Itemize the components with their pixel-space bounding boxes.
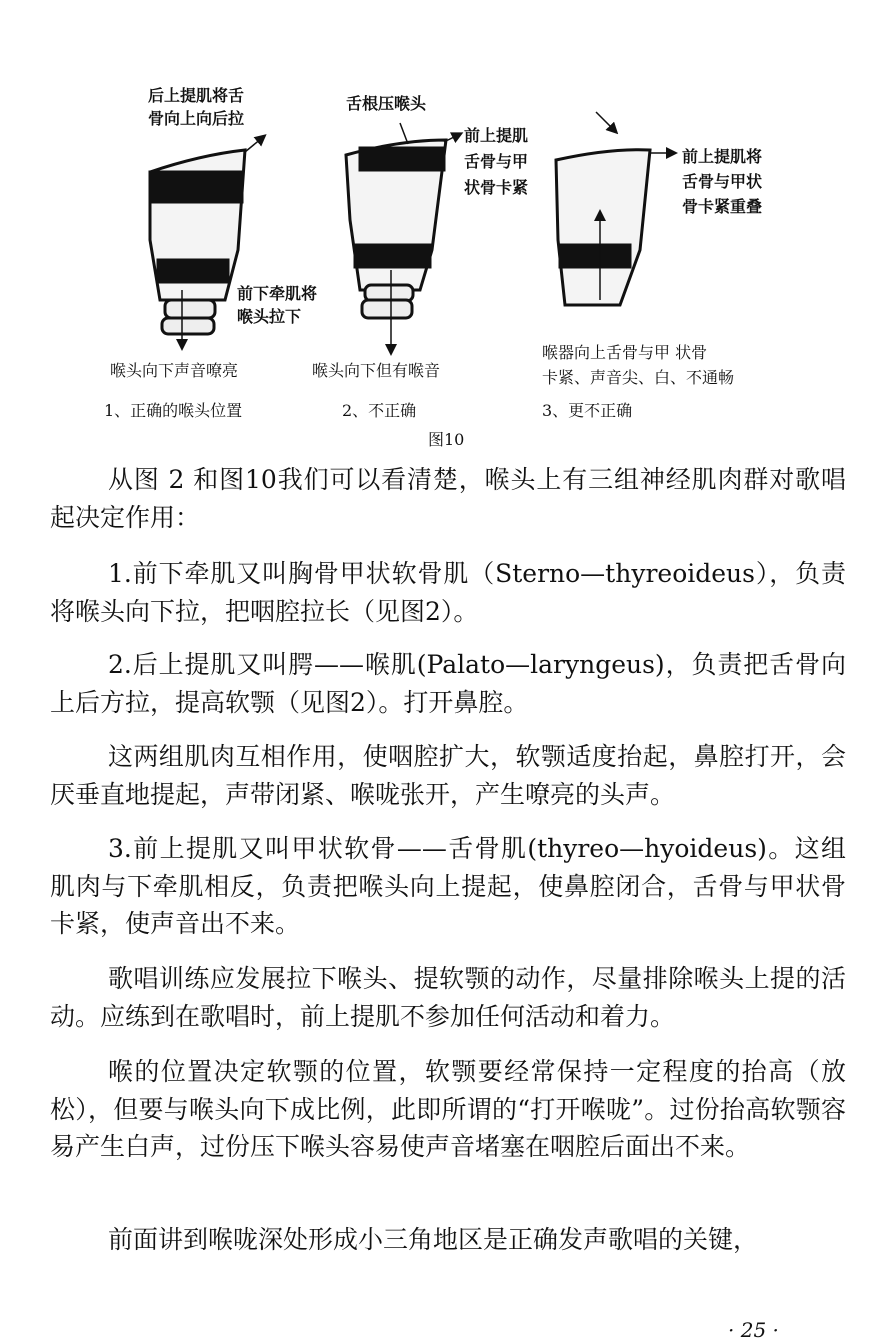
- label-rear-upper-lift-2: 骨向上向后拉: [148, 109, 245, 128]
- paragraph-3: 2.后上提肌又叫腭——喉肌(Palato—laryngeus)，负责把舌骨向上后方拉，提高软颚（见图2）。打开鼻腔。: [50, 650, 846, 717]
- caption-2: 2、不正确: [342, 401, 417, 420]
- page-number: · 25 ·: [728, 1318, 779, 1342]
- label-front-upper-b1: 前上提肌将: [682, 147, 763, 166]
- label-front-upper-b3: 骨卡紧重叠: [682, 197, 763, 216]
- description-3b: 卡紧、声音尖、白、不通畅: [542, 368, 735, 387]
- label-front-upper-3: 状骨卡紧: [464, 178, 529, 197]
- caption-1: 1、正确的喉头位置: [104, 401, 243, 420]
- label-front-upper-2: 舌骨与甲: [464, 152, 529, 171]
- paragraph-5: 3.前上提肌又叫甲状软骨——舌骨肌(thyreo—hyoideus)。这组肌肉与下牵肌相反，负责把喉头向上提起，使鼻腔闭合，舌骨与甲状骨卡紧，使声音出不来。: [50, 834, 846, 938]
- description-1: 喉头向下声音嘹亮: [110, 361, 239, 380]
- label-rear-upper-lift-1: 后上提肌将舌: [148, 86, 245, 105]
- paragraph-2: 1.前下牵肌又叫胸骨甲状软骨肌（Sterno—thyreoideus），负责将喉头向下拉，把咽腔拉长（见图2）。: [50, 559, 846, 626]
- larynx-drawing-2: [346, 123, 458, 350]
- description-2: 喉头向下但有喉音: [312, 361, 441, 380]
- larynx-drawing-3: [556, 112, 672, 305]
- paragraph-4: 这两组肌肉互相作用，使咽腔扩大，软颚适度抬起，鼻腔打开，会厌垂直地提起，声带闭紧、喉咙张开，产生嘹亮的头声。: [50, 742, 846, 809]
- paragraph-6: 歌唱训练应发展拉下喉头、提软颚的动作，尽量排除喉头上提的活动。应练到在歌唱时，前上提肌不参加任何活动和着力。: [50, 964, 846, 1031]
- figure-title: 图10: [428, 430, 465, 449]
- label-tongue-root: 舌根压喉头: [346, 94, 427, 113]
- label-front-lower-1: 前下牵肌将: [237, 284, 318, 303]
- label-front-upper-1: 前上提肌: [464, 126, 529, 145]
- label-front-upper-b2: 舌骨与甲状: [682, 172, 763, 191]
- paragraph-7: 喉的位置决定软颚的位置，软颚要经常保持一定程度的抬高（放松），但要与喉头向下成比例，此即所谓的“打开喉咙”。过份抬高软颚容易产生白声，过份压下喉头容易使声音堵塞在咽腔后面出不来。: [50, 1057, 846, 1161]
- label-front-lower-2: 喉头拉下: [237, 307, 302, 326]
- paragraph-1: 从图 2 和图10我们可以看清楚，喉头上有三组神经肌肉群对歌唱起决定作用：: [50, 465, 846, 532]
- caption-3: 3、更不正确: [542, 401, 633, 420]
- description-3a: 喉器向上舌骨与甲 状骨: [542, 343, 708, 362]
- paragraph-8: 前面讲到喉咙深处形成小三角地区是正确发声歌唱的关键，: [108, 1225, 759, 1254]
